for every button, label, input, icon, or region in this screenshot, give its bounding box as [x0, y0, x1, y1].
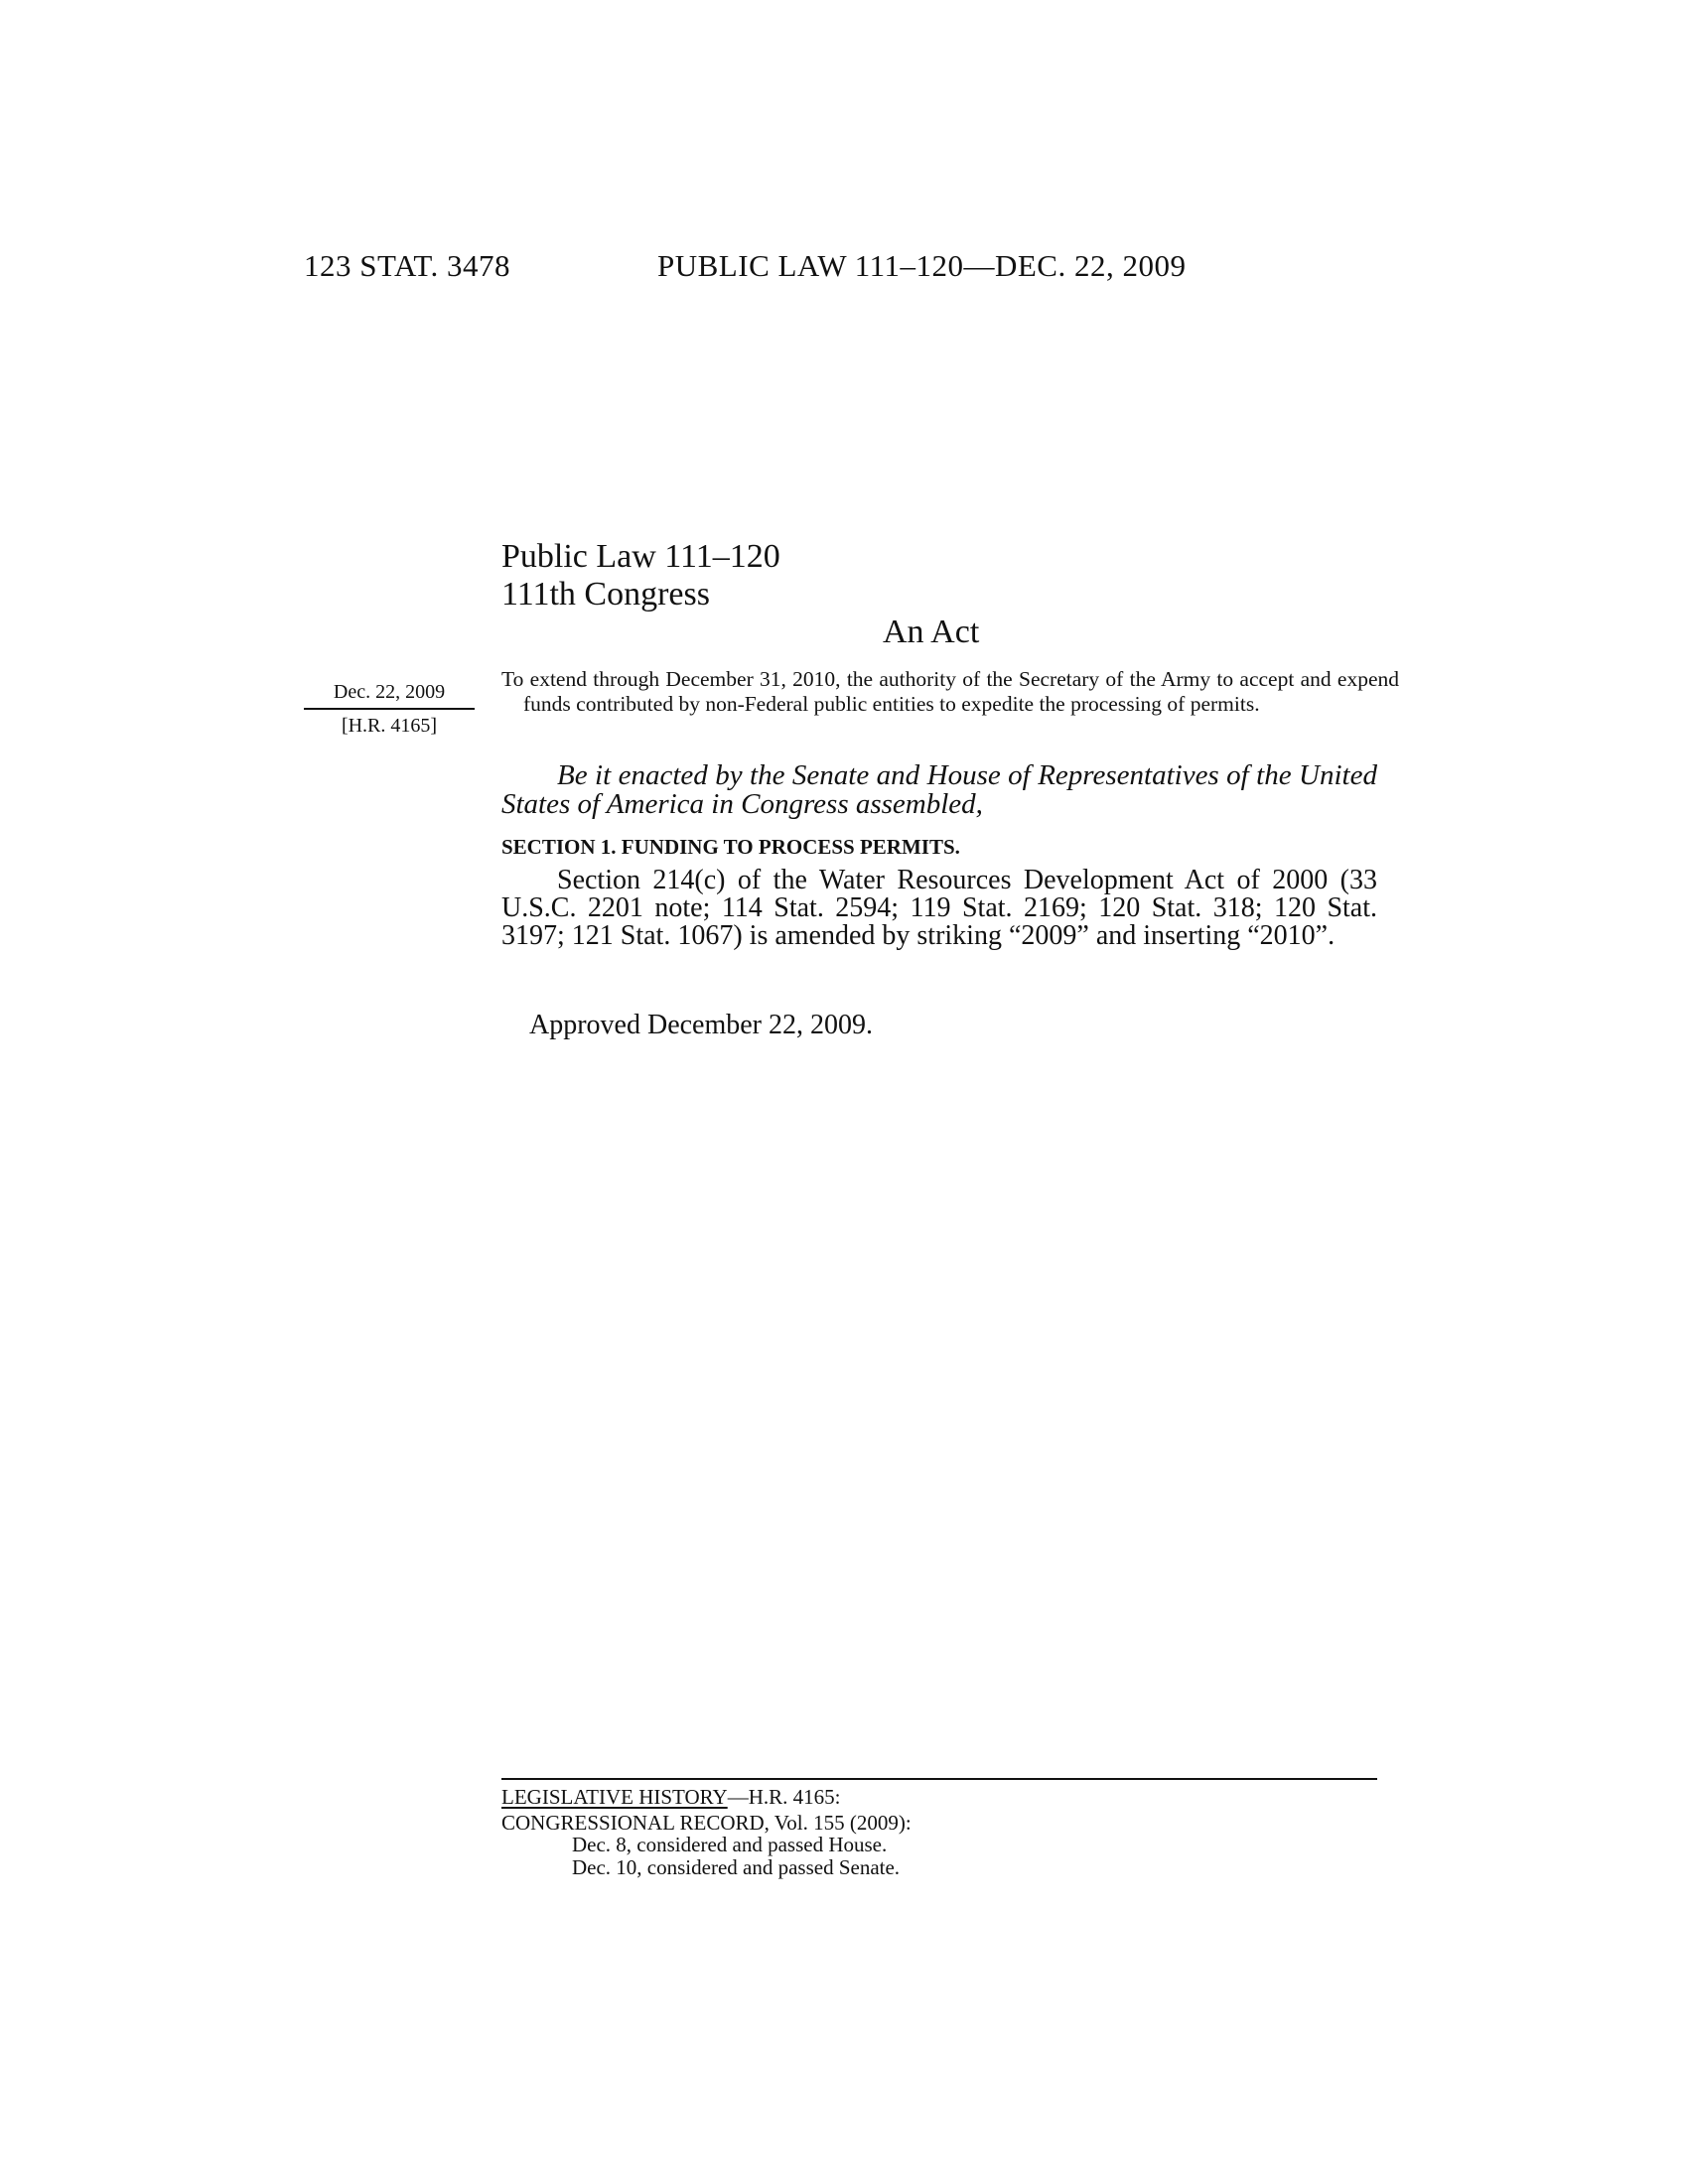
- margin-bill-number: [H.R. 4165]: [341, 715, 438, 737]
- running-header-title: PUBLIC LAW 111–120—DEC. 22, 2009: [657, 248, 1187, 283]
- history-entry: Dec. 8, considered and passed House.: [572, 1833, 888, 1856]
- enacting-clause: Be it enacted by the Senate and House of Representatives of the United States of America in Congress assembled,: [501, 759, 1377, 820]
- legislative-history-heading: [501, 1785, 840, 1810]
- legislative-history-bill: —H.R. 4165:: [727, 1785, 841, 1809]
- legislative-history-label: LEGISLATIVE HISTORY: [501, 1785, 728, 1809]
- section-heading: SECTION 1. FUNDING TO PROCESS PERMITS.: [501, 835, 960, 859]
- page-stat-reference: 123 STAT. 3478: [304, 248, 511, 283]
- congressional-record-line: CONGRESSIONAL RECORD, Vol. 155 (2009):: [501, 1811, 912, 1835]
- section-body: Section 214(c) of the Water Resources Development Act of 2000 (33 U.S.C. 2201 note; 114 Stat. 2594; 119 Stat. 2169; 120 Stat. 318; 120 Stat. 3197; 121 Stat. 1067) is amended by striking “2009” and inserting “2010”.: [501, 865, 1377, 951]
- an-act-heading: An Act: [883, 614, 980, 650]
- law-title: Public Law 111–120: [501, 538, 780, 575]
- footer-divider: [501, 1778, 1377, 1780]
- approval-statement: Approved December 22, 2009.: [529, 1010, 874, 1040]
- congress-label: 111th Congress: [501, 576, 710, 613]
- history-entry: Dec. 10, considered and passed Senate.: [572, 1855, 901, 1879]
- margin-divider: [304, 708, 475, 710]
- margin-date: Dec. 22, 2009: [333, 681, 446, 703]
- purpose-paragraph: To extend through December 31, 2010, the authority of the Secretary of the Army to accept and expend funds contributed by non-Federal public entities to expedite the processing of permits.: [501, 667, 1399, 716]
